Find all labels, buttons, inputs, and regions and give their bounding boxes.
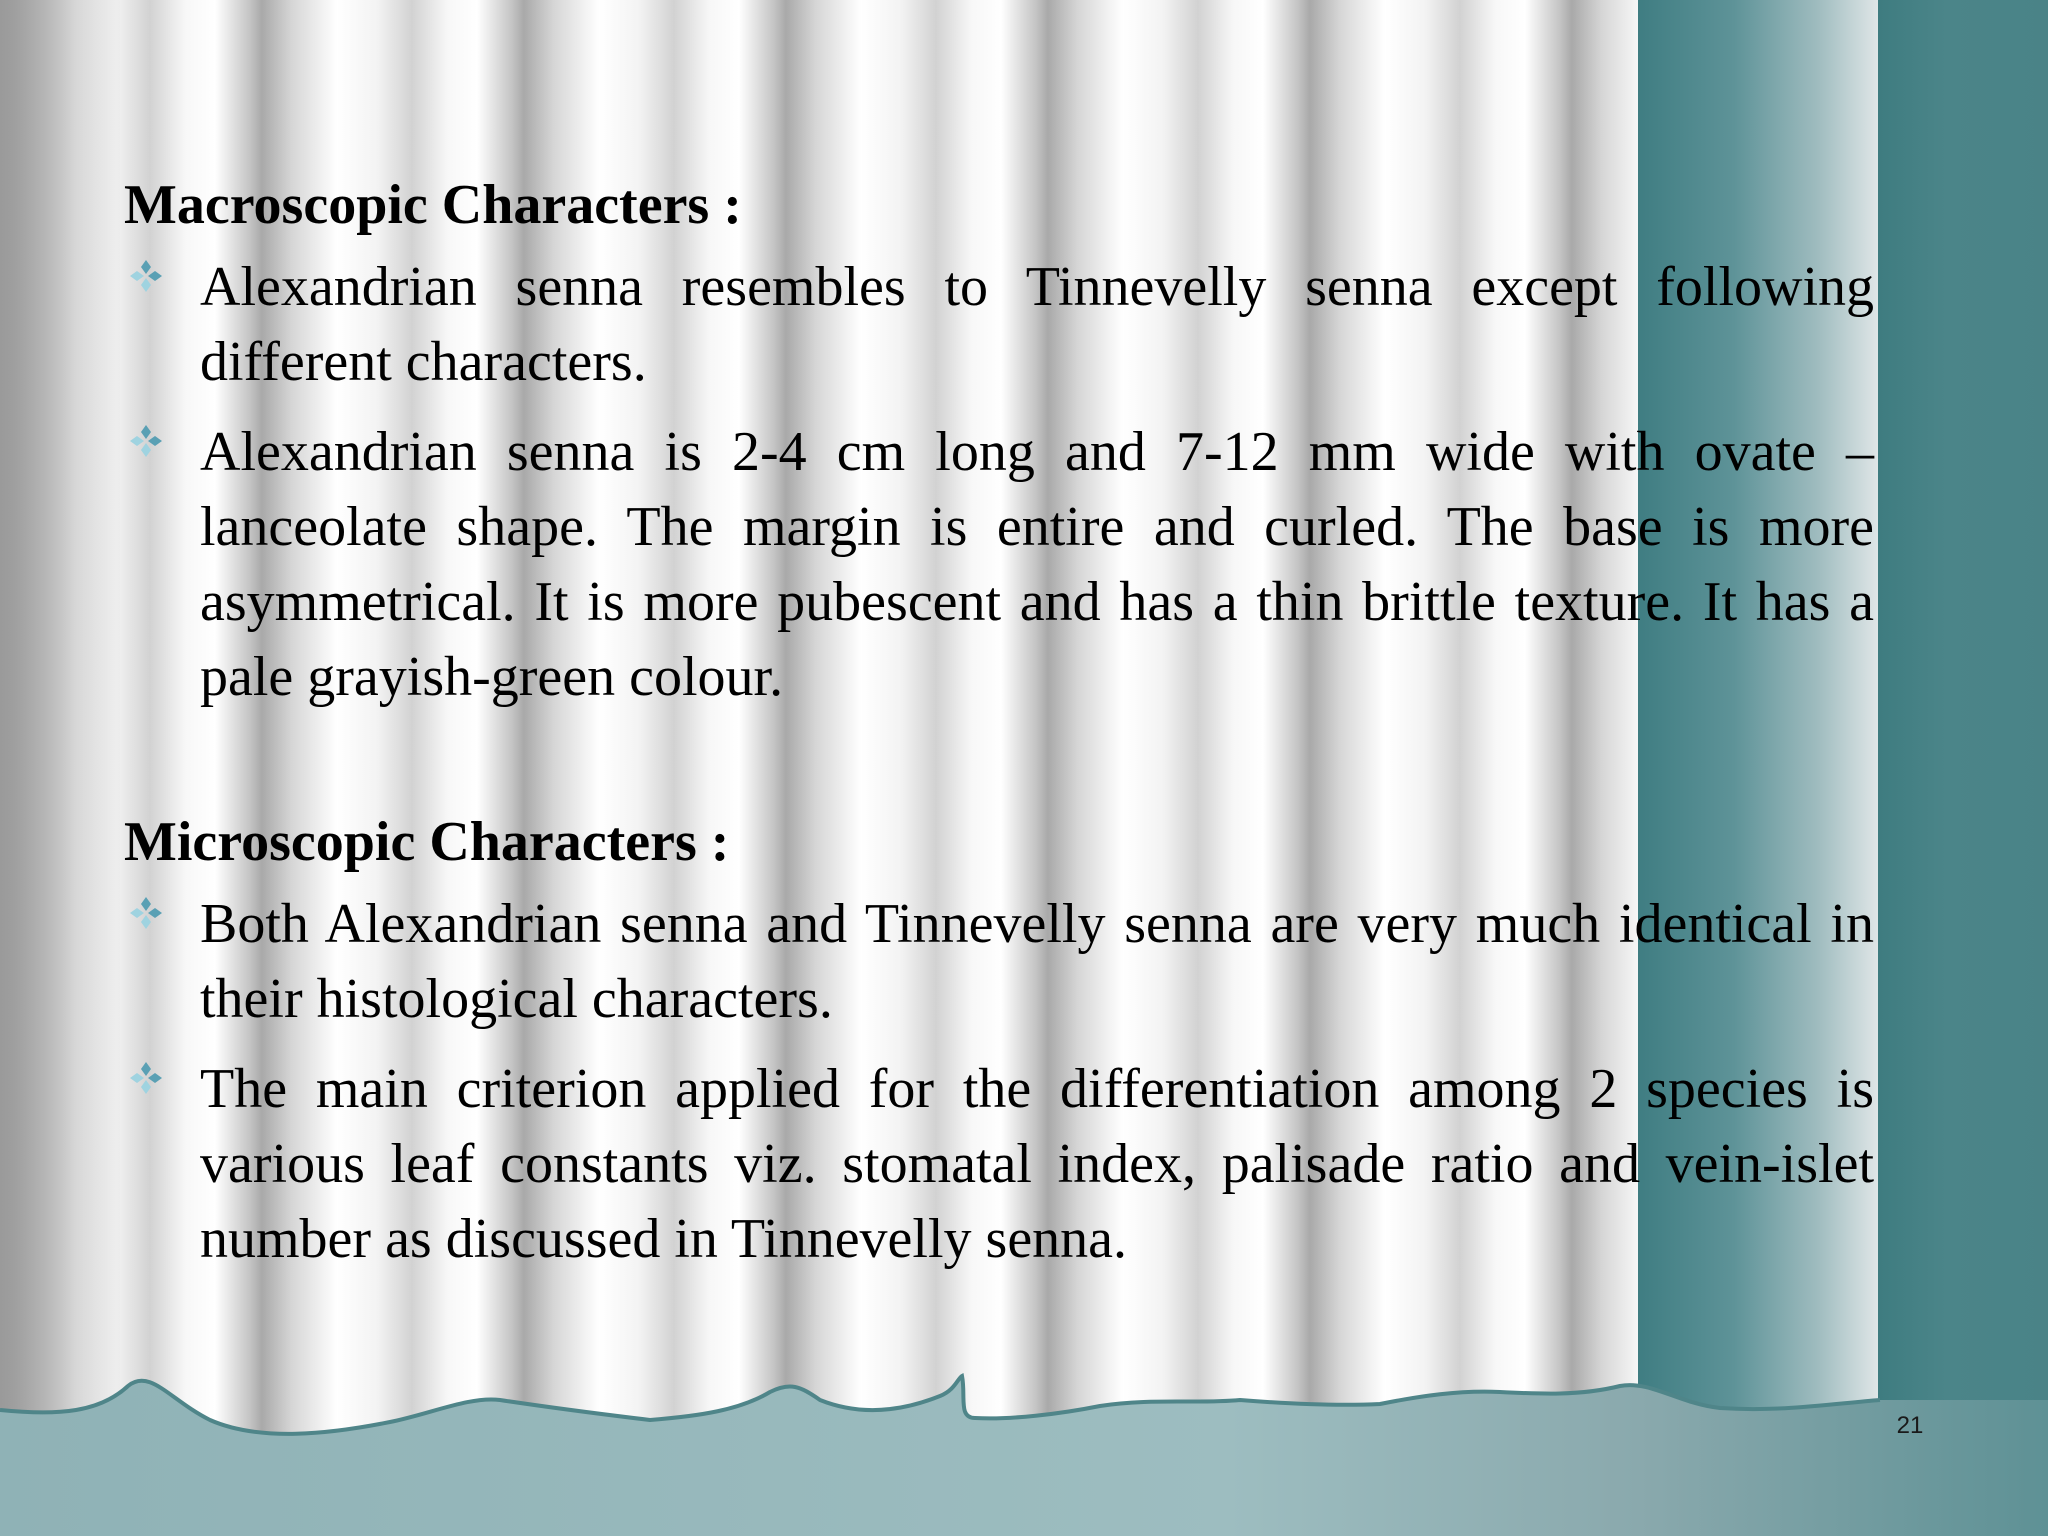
slide-content — [124, 172, 1874, 1292]
list-item — [124, 887, 1874, 1037]
macroscopic-list — [124, 250, 1874, 715]
four-diamond-bullet-icon — [128, 895, 164, 931]
list-item-text: Alexandrian senna is 2-4 cm long and 7-12 mm wide with ovate – lanceolate shape. The margin is entire and curled. The base is more asymmetrical. It is more pubescent and has a thin brittle texture. It has a pale grayish-green colour. — [200, 421, 1874, 708]
four-diamond-bullet-icon — [128, 423, 164, 459]
four-diamond-bullet-icon — [128, 258, 164, 294]
microscopic-list — [124, 887, 1874, 1277]
teal-edge-panel — [1878, 0, 2048, 1536]
microscopic-heading: Microscopic Characters : — [124, 811, 730, 873]
four-diamond-bullet-icon — [128, 1060, 164, 1096]
list-item — [124, 415, 1874, 715]
bottom-wave-decoration — [0, 1360, 2048, 1536]
macroscopic-heading: Macroscopic Characters : — [124, 174, 742, 236]
slide-number: 21 — [1896, 1412, 1924, 1439]
list-item — [124, 250, 1874, 400]
curtain-left-shadow — [0, 0, 120, 1536]
list-item-text: Alexandrian senna resembles to Tinnevelly senna except following different characters. — [200, 256, 1874, 393]
list-item-text: The main criterion applied for the differentiation among 2 species is various leaf constants viz. stomatal index, palisade ratio and vein-islet number as discussed in Tinnevelly senna. — [200, 1058, 1874, 1270]
list-item — [124, 1052, 1874, 1277]
list-item-text: Both Alexandrian senna and Tinnevelly senna are very much identical in their histological characters. — [200, 893, 1874, 1030]
